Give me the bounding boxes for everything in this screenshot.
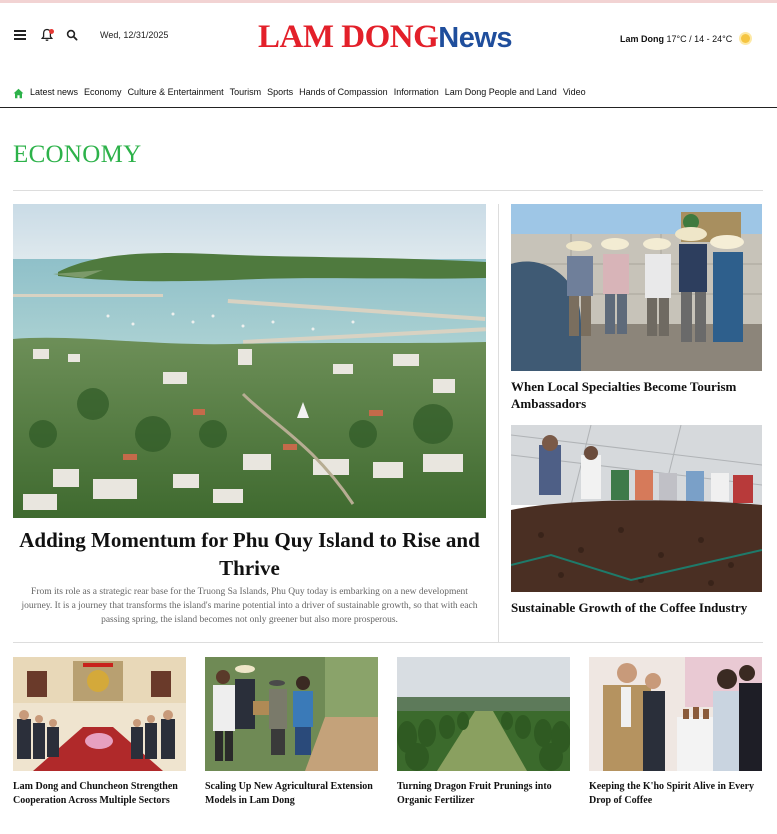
featured-article-summary: From its role as a strategic rear base for the Truong Sa Islands, Phu Quy today is embarking on a new development journey. It is a journey that transforms the island's marine potential into a driver of sustainable growth, so that with each passing spring, the island becomes not only greener but also more prosperous. — [21, 587, 478, 625]
nav-item-culture-entertainment[interactable]: Culture & Entertainment — [127, 87, 224, 97]
article-card-title[interactable]: Scaling Up New Agricultural Extension Models in Lam Dong — [205, 781, 373, 806]
site-logo[interactable] — [258, 19, 512, 59]
article-card[interactable] — [13, 657, 186, 808]
section-title[interactable]: ECONOMY — [13, 141, 142, 168]
row-divider — [13, 642, 763, 643]
article-card-title[interactable]: Keeping the K'ho Spirit Alive in Every Drop of Coffee — [589, 781, 755, 806]
section-divider — [13, 190, 763, 191]
weather-widget — [620, 34, 750, 44]
weather-temp: 17°C / 14 - 24°C — [666, 34, 733, 44]
weather-location: Lam Dong — [620, 34, 664, 44]
nav-item-economy[interactable]: Economy — [84, 87, 122, 97]
article-card-image[interactable] — [589, 657, 762, 771]
main-nav — [0, 80, 777, 108]
nav-item-tourism[interactable]: Tourism — [229, 87, 262, 97]
current-date: Wed, 12/31/2025 — [100, 30, 169, 40]
column-divider — [498, 204, 499, 642]
article-card-image[interactable] — [205, 657, 378, 771]
nav-item-video[interactable]: Video — [562, 87, 586, 97]
article-card[interactable] — [589, 657, 762, 808]
nav-item-latest-news[interactable]: Latest news — [30, 87, 79, 97]
article-card[interactable] — [205, 657, 378, 808]
side-article-title[interactable]: When Local Specialties Become Tourism Ambassadors — [511, 379, 737, 411]
article-card-image[interactable] — [13, 657, 186, 771]
side-article-image[interactable] — [511, 425, 762, 592]
logo-suffix-text: News — [438, 22, 513, 54]
notification-dot — [49, 29, 54, 34]
menu-icon[interactable] — [14, 30, 26, 40]
article-card-image[interactable] — [397, 657, 570, 771]
featured-article-image[interactable] — [13, 204, 486, 518]
sun-icon — [741, 34, 750, 43]
nav-items — [30, 87, 592, 97]
header — [0, 3, 777, 75]
nav-item-people-and-land[interactable]: Lam Dong People and Land — [444, 87, 557, 97]
home-icon[interactable] — [13, 88, 24, 99]
article-card[interactable] — [397, 657, 570, 808]
nav-item-hands-of-compassion[interactable]: Hands of Compassion — [299, 87, 388, 97]
side-article-image[interactable] — [511, 204, 762, 371]
featured-article-title[interactable]: Adding Momentum for Phu Quy Island to Rise and Thrive — [19, 528, 480, 580]
article-card-title[interactable]: Lam Dong and Chuncheon Strengthen Cooperation Across Multiple Sectors — [13, 781, 178, 806]
nav-item-sports[interactable]: Sports — [267, 87, 294, 97]
search-icon[interactable] — [66, 29, 78, 41]
logo-main-text: LAM DONG — [258, 19, 439, 55]
article-card-title[interactable]: Turning Dragon Fruit Prunings into Organic Fertilizer — [397, 781, 552, 806]
nav-item-information[interactable]: Information — [393, 87, 439, 97]
side-article-title[interactable]: Sustainable Growth of the Coffee Industry — [511, 600, 748, 615]
